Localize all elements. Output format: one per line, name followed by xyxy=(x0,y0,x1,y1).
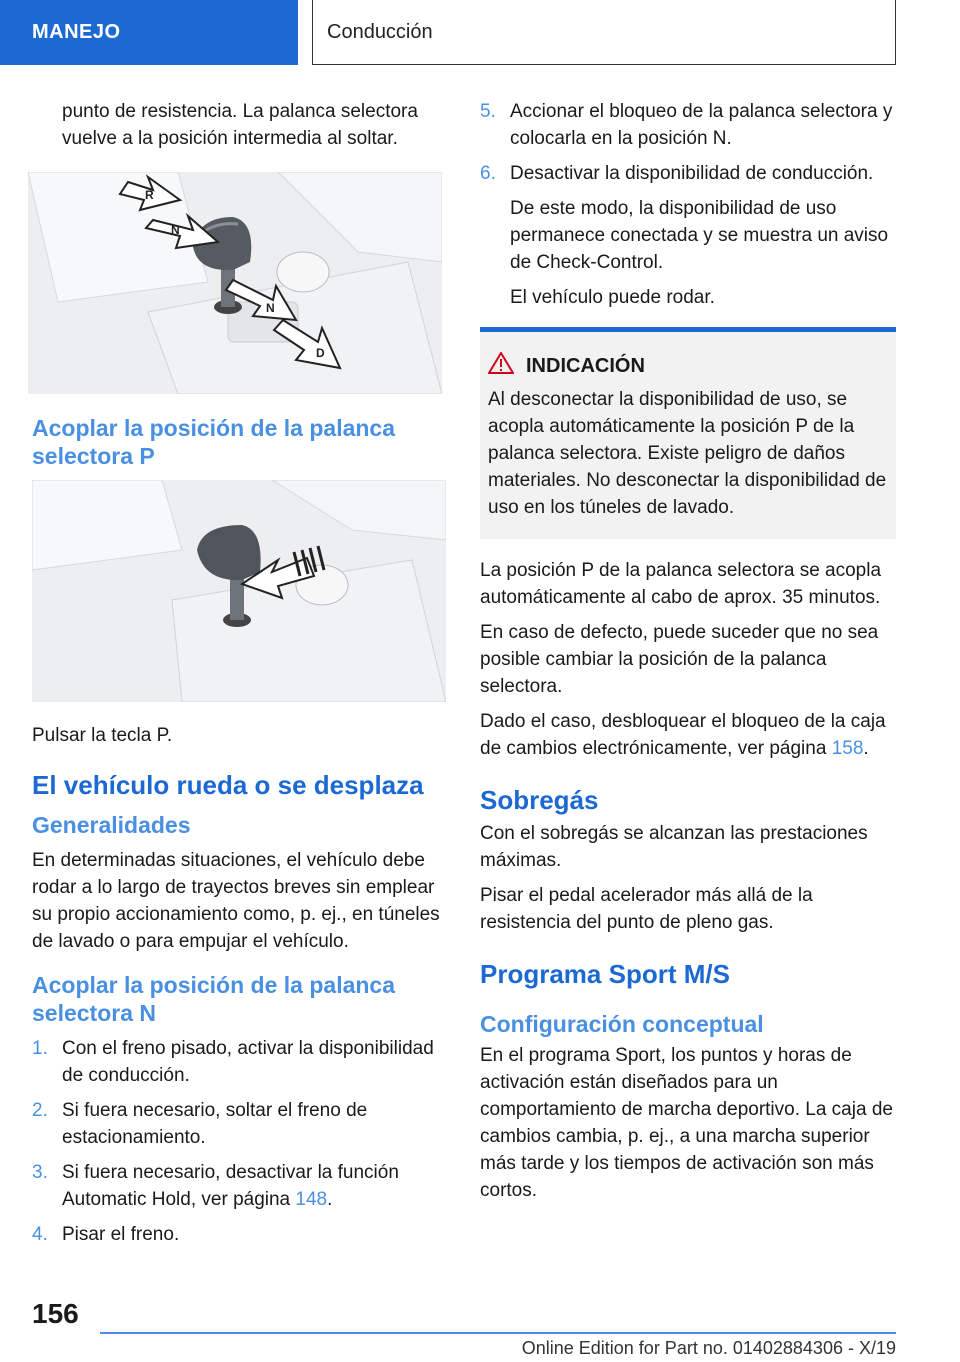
unlock-paragraph xyxy=(480,708,896,762)
step-number: 2. xyxy=(32,1100,48,1121)
step-number: 4. xyxy=(32,1224,48,1245)
section-title: MANEJO xyxy=(32,21,121,43)
auto-p-paragraph: La posición P de la palanca selectora se acopla automáticamente al cabo de aprox. 35 minutos. xyxy=(480,560,882,608)
chapter-header xyxy=(312,0,896,65)
page-link-158[interactable]: 158 xyxy=(831,738,864,759)
press-p-figure xyxy=(32,480,446,702)
defect-paragraph: En caso de defecto, puede suceder que no sea posible cambiar la posición de la palanca selectora. xyxy=(480,622,879,697)
gear-label-d: D xyxy=(316,346,325,360)
gear-label-n-lower: N xyxy=(266,301,275,315)
section-tab xyxy=(0,0,298,65)
concept-paragraph: En el programa Sport, los puntos y horas de activación están diseñados para un comportamiento de marcha deportivo. La caja de cambios cambia, p. ej., a una marcha superior más tarde y los tiempos de activación son más cortos. xyxy=(480,1045,893,1201)
step6-note-1: De este modo, la disponibilidad de uso permanece conectada y se muestra un aviso de Check-Control. xyxy=(510,198,889,273)
step-number: 6. xyxy=(480,163,496,184)
unlock-text: Dado el caso, desbloquear el bloqueo de la caja de cambios electrónicamente, ver página xyxy=(480,711,886,759)
step-number: 3. xyxy=(32,1162,48,1183)
notice-heading: INDICACIÓN xyxy=(526,354,645,377)
notice-box xyxy=(480,327,896,539)
step-text-end: . xyxy=(327,1189,333,1210)
steps-list-left xyxy=(32,1035,446,1248)
general-paragraph: En determinadas situaciones, el vehículo debe rodar a lo largo de trayectos breves sin emplear su propio accionamiento como, p. ej., en túneles de lavado o para empujar el vehículo. xyxy=(32,850,440,952)
steps-list-right xyxy=(480,98,896,187)
chapter-title: Conducción xyxy=(327,20,433,43)
heading-vehicle-rolls: El vehículo rueda o se desplaza xyxy=(32,770,424,800)
step-item xyxy=(32,1221,446,1248)
step-number: 5. xyxy=(480,101,496,122)
step-text: Pisar el freno. xyxy=(62,1224,180,1245)
overdrive-paragraph-2: Pisar el pedal acelerador más allá de la resistencia del punto de pleno gas. xyxy=(480,885,813,933)
step-text: Si fuera necesario, soltar el freno de estacionamiento. xyxy=(62,1100,368,1148)
heading-overdrive: Sobregás xyxy=(480,785,599,815)
notice-text: Al desconectar la disponibilidad de uso, se acopla automáticamente la posición P de la palanca selectora. Existe peligro de daños materiales. No desconectar la disponibilidad de uso en los túneles de lavado. xyxy=(488,389,887,518)
step-text: Desactivar la disponibilidad de conducción. xyxy=(510,163,874,184)
step-item xyxy=(32,1097,446,1151)
step-item xyxy=(480,160,896,187)
page-number: 156 xyxy=(32,1298,79,1329)
footer-rule xyxy=(100,1332,896,1334)
overdrive-paragraph-1: Con el sobregás se alcanzan las prestaciones máximas. xyxy=(480,823,868,871)
heading-engage-p: Acoplar la posición de la palanca selectora P xyxy=(32,415,396,469)
step-item xyxy=(32,1159,446,1213)
gear-selector-figure xyxy=(28,172,442,394)
press-p-instruction: Pulsar la tecla P. xyxy=(32,725,173,746)
page-link-148[interactable]: 148 xyxy=(295,1189,328,1210)
intro-paragraph: punto de resistencia. La palanca selectora vuelve a la posición intermedia al soltar. xyxy=(62,101,418,149)
step-number: 1. xyxy=(32,1038,48,1059)
step-text: Con el freno pisado, activar la disponibilidad de conducción. xyxy=(62,1038,434,1086)
step-item xyxy=(32,1035,446,1089)
press-p-illustration xyxy=(32,480,446,702)
gear-label-n-upper: N xyxy=(171,223,180,237)
step-item xyxy=(480,98,896,152)
heading-sport-program: Programa Sport M/S xyxy=(480,959,730,989)
heading-concept: Configuración conceptual xyxy=(480,1011,764,1037)
heading-general: Generalidades xyxy=(32,812,191,838)
left-column xyxy=(32,98,446,1256)
unlock-text-end: . xyxy=(863,738,869,759)
notice-title xyxy=(488,352,888,380)
gear-selector-illustration xyxy=(28,172,442,394)
gear-label-r: R xyxy=(145,188,154,202)
right-column xyxy=(480,98,896,1212)
step-text: Accionar el bloqueo de la palanca selectora y colocarla en la posición N. xyxy=(510,101,893,149)
heading-engage-n: Acoplar la posición de la palanca selectora N xyxy=(32,972,396,1026)
footer-edition: Online Edition for Part no. 01402884306 - X/19 xyxy=(521,1338,896,1358)
warning-triangle-icon xyxy=(488,352,518,380)
step6-note-2: El vehículo puede rodar. xyxy=(510,287,715,308)
step-text: Si fuera necesario, desactivar la función Automatic Hold, ver página xyxy=(62,1162,399,1210)
